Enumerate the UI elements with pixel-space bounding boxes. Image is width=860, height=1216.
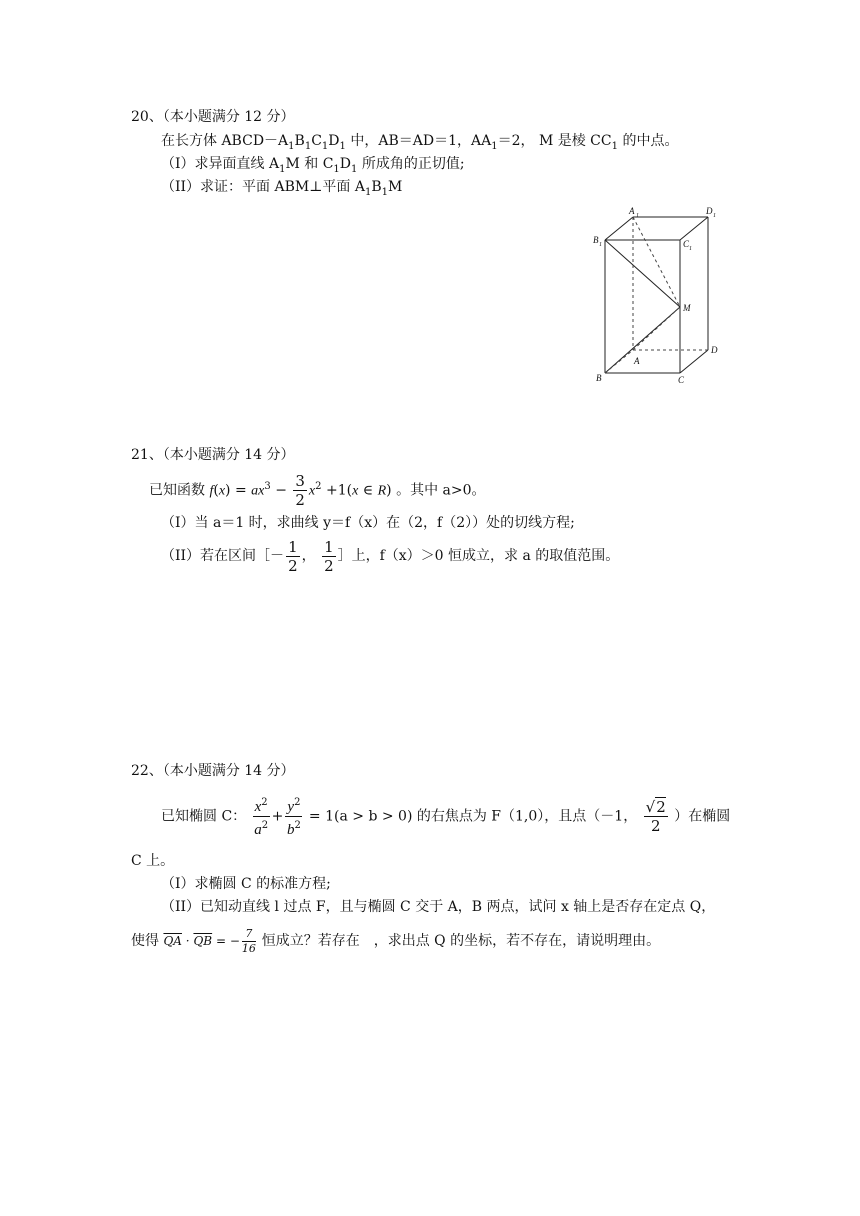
label-D1: D (706, 206, 713, 216)
fraction-half: $\frac{1}{2}$ (324, 537, 334, 575)
label-M: M (683, 303, 691, 313)
q21-stem: 已知函数 $f(x) = ax^3$ − $\frac{3}{2}$ $x^2 +1(x$ ∈ R) 。其中 a>0。 (149, 472, 486, 510)
fraction-y2-over-b2: $\frac{y^2}{b^2}$ (285, 794, 302, 839)
q22-stem: 已知椭圆 C： $\frac{x^2}{a^2}$ + $\frac{y^2}{b^2}$ = 1(a > b > 0) 的右焦点为 F（1,0），且点（－1， $\frac{√2}{2}$ ）在椭圆 (161, 794, 730, 836)
q21-header: 21、（本小题满分 14 分） (131, 447, 295, 463)
fraction-sqrt2-over-2: $\frac{√2}{2}$ (645, 798, 666, 835)
q22-part-1: （I）求椭圆 C 的标准方程; (161, 876, 331, 892)
q21-part-2: （II）若在区间［－ $\frac{1}{2}$ ， $\frac{1}{2}$ ］上，f（x）＞0 恒成立，求 a 的取值范围。 (161, 537, 620, 575)
label-B: B (596, 373, 602, 383)
q22-part-2-continued: 使得 $\overline{QA} \cdot \overline{QB}$ = − $\frac{7}{16}$ 恒成立？若存在 ，求出点 Q 的坐标，若不存在，请说明理由。 (131, 927, 661, 955)
q22-stem-continued: C 上。 (131, 853, 175, 869)
q22-header: 22、（本小题满分 14 分） (131, 763, 295, 779)
label-A1: A (629, 206, 635, 216)
q21-part-1: （I）当 a＝1 时，求曲线 y＝f（x）在（2，f（2））处的切线方程; (161, 515, 575, 531)
label-B1: B (593, 235, 599, 245)
q20-stem: 在长方体 $ABCD-A_1B_1C_1D_1$ 中，AB＝AD＝1，$AA_1=2$， M 是棱 $CC_1$ 的中点。 (161, 133, 679, 152)
label-D: D (711, 345, 718, 355)
cuboid-figure (590, 205, 725, 390)
q20-part-2: （II）求证：平面 ABM⊥平面 $A_1B_1M$ (161, 179, 403, 198)
label-B1-sub: 1 (599, 242, 602, 248)
label-A: A (634, 356, 640, 366)
q20-header: 20、（本小题满分 12 分） (131, 109, 295, 125)
label-A1-sub: 1 (636, 213, 639, 219)
label-D1-sub: 1 (713, 213, 716, 219)
fraction-half: $\frac{1}{2}$ (288, 537, 298, 575)
label-C1-sub: 1 (689, 246, 692, 252)
fraction-x2-over-a2: $\frac{x^2}{a^2}$ (253, 794, 270, 839)
q22-part-2: （II）已知动直线 l 过点 F，且与椭圆 C 交于 A，B 两点，试问 x 轴上是否存在定点 Q， (161, 899, 716, 915)
label-C: C (678, 375, 685, 385)
q20-part-1: （I）求异面直线 $A_1M$ 和 $C_1D_1$ 所成角的正切值; (161, 156, 465, 175)
label-C1: C (683, 239, 690, 249)
vector-dot-product: $\overline{QA} \cdot \overline{QB}$ = − $\frac{7}{16}$ (163, 927, 256, 955)
fraction-3-over-2: $\frac{3}{2}$ (295, 472, 305, 510)
